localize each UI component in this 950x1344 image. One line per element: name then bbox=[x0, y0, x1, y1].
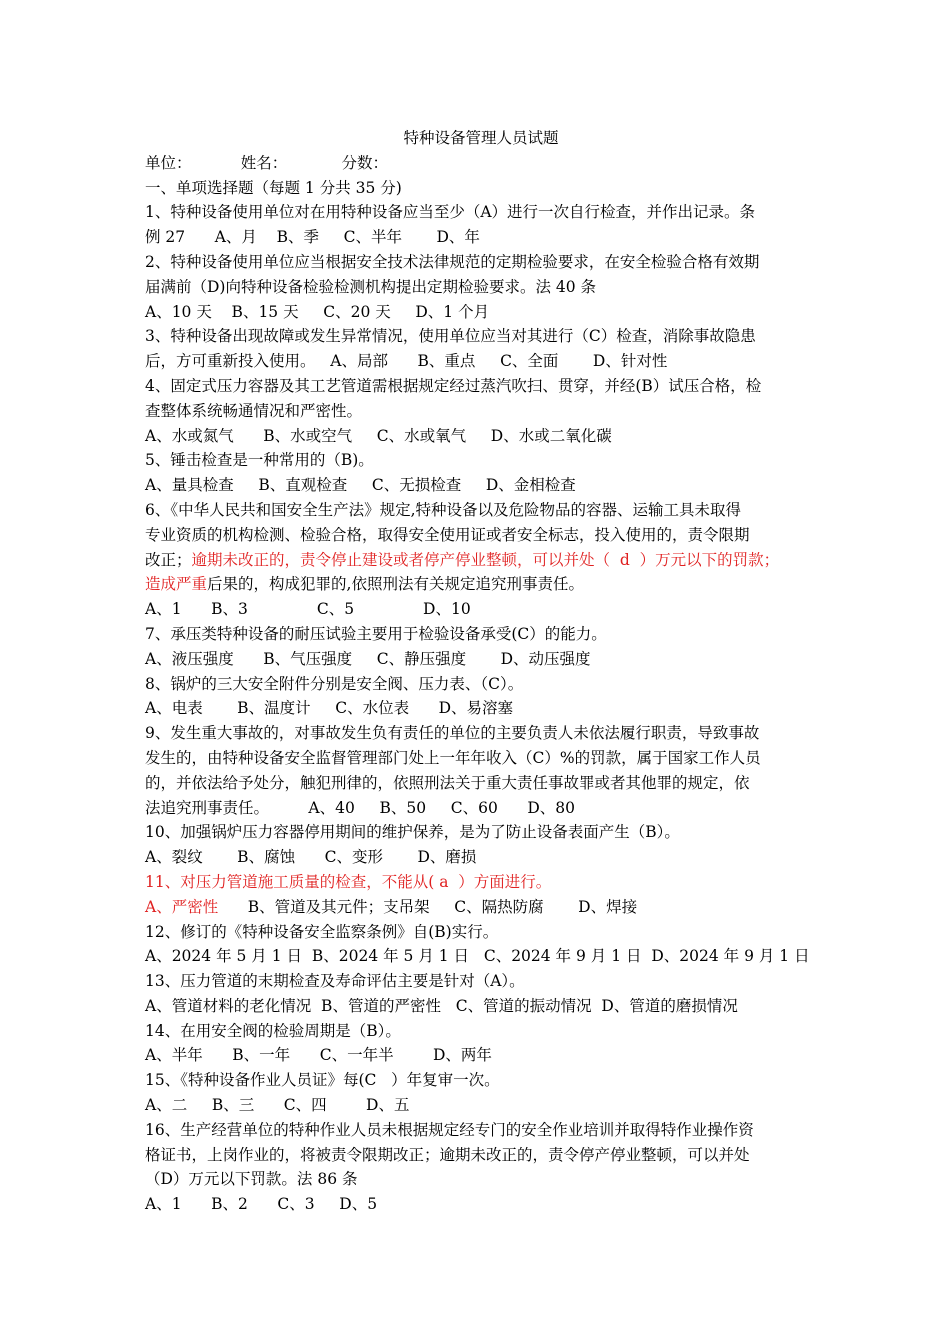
text-line: 7、承压类特种设备的耐压试验主要用于检验设备承受(C）的能力。 bbox=[145, 624, 607, 643]
text-line: 1、特种设备使用单位对在用特种设备应当至少（A）进行一次自行检查，并作出记录。条 bbox=[145, 203, 756, 222]
text-line: 12、修订的《特种设备安全监察条例》自(B)实行。 bbox=[145, 922, 499, 941]
text-line: 16、生产经营单位的特种作业人员未根据规定经专门的安全作业培训并取得特作业操作资 bbox=[145, 1120, 754, 1139]
text-line: A、半年 B、一年 C、一年半 D、两年 bbox=[145, 1046, 492, 1065]
text-line: 专业资质的机构检测、检验合格，取得安全使用证或者安全标志，投入使用的，责令限期 bbox=[145, 525, 750, 544]
text-line: A、电表 B、温度计 C、水位表 D、易溶塞 bbox=[145, 699, 514, 718]
text-line: A、量具检查 B、直观检查 C、无损检查 D、金相检查 bbox=[145, 476, 576, 495]
text-line: 9、发生重大事故的，对事故发生负有责任的单位的主要负责人未依法履行职责，导致事故 bbox=[145, 724, 760, 743]
black-text: B、管道及其元件；支吊架 C、隔热防腐 D、焊接 bbox=[218, 897, 638, 916]
highlighted-text: 逾期未改正的，责令停止建设或者停产停业整顿，可以并处（ d ）万元以下的罚款； bbox=[191, 550, 780, 569]
text-line: A、二 B、三 C、四 D、五 bbox=[145, 1096, 410, 1115]
text-line: A、1 B、2 C、3 D、5 bbox=[145, 1195, 378, 1214]
text-line: 10、加强锅炉压力容器停用期间的维护保养，是为了防止设备表面产生（B）。 bbox=[145, 823, 680, 842]
text-line: 8、锅炉的三大安全附件分别是安全阀、压力表、（C）。 bbox=[145, 674, 524, 693]
text-line: 发生的，由特种设备安全监督管理部门处上一年年收入（C）%的罚款，属于国家工作人员 bbox=[145, 748, 761, 767]
text-line: A、水或氮气 B、水或空气 C、水或氧气 D、水或二氧化碳 bbox=[145, 426, 612, 445]
text-line: 14、在用安全阀的检验周期是（B）。 bbox=[145, 1021, 401, 1040]
highlighted-text: A、严密性 bbox=[145, 897, 219, 916]
text-line: A、1 B、3 C、5 D、10 bbox=[145, 600, 471, 619]
text-line: 4、固定式压力容器及其工艺管道需根据规定经过蒸汽吹扫、贯穿，并经(B）试压合格，检 bbox=[145, 376, 762, 395]
text-line: 13、压力管道的末期检查及寿命评估主要是针对（A）。 bbox=[145, 972, 525, 991]
text-line: （D）万元以下罚款。法 86 条 bbox=[145, 1170, 358, 1189]
text-line: 例 27 A、月 B、季 C、半年 D、年 bbox=[145, 228, 480, 247]
text-line: 格证书，上岗作业的，将被责令限期改正；逾期未改正的，责令停产停业整顿，可以并处 bbox=[145, 1145, 750, 1164]
text-line: 6、《中华人民共和国安全生产法》规定,特种设备以及危险物品的容器、运输工具未取得 bbox=[145, 500, 742, 519]
text-line: 3、特种设备出现故障或发生异常情况，使用单位应当对其进行（C）检查，消除事故隐患 bbox=[145, 327, 756, 346]
highlighted-question: 11、对压力管道施工质量的检查，不能从( a ）方面进行。 bbox=[145, 872, 552, 891]
text-line: A、管道材料的老化情况 B、管道的严密性 C、管道的振动情况 D、管道的磨损情况 bbox=[145, 996, 738, 1015]
text-line-mixed bbox=[145, 572, 817, 597]
text-line: A、2024 年 5 月 1 日 B、2024 年 5 月 1 日 C、2024 年 9 月 1 日 D、2024 年 9 月 1 日 bbox=[145, 947, 810, 966]
text-line-mixed bbox=[145, 548, 817, 573]
header-line: 单位： 姓名： 分数： bbox=[145, 153, 388, 172]
text-line: A、裂纹 B、腐蚀 C、变形 D、磨损 bbox=[145, 848, 477, 867]
text-line: 2、特种设备使用单位应当根据安全技术法律规范的定期检验要求，在安全检验合格有效期 bbox=[145, 252, 760, 271]
highlighted-text: 造成严重 bbox=[145, 575, 208, 594]
text-line: 15、《特种设备作业人员证》每(C ）年复审一次。 bbox=[145, 1071, 500, 1090]
text-line: 法追究刑事责任。 A、40 B、50 C、60 D、80 bbox=[145, 798, 576, 817]
section-heading: 一、单项选择题（每题 1 分共 35 分) bbox=[145, 178, 402, 197]
text-line: 5、锤击检查是一种常用的（B)。 bbox=[145, 451, 374, 470]
text-line: A、10 天 B、15 天 C、20 天 D、1 个月 bbox=[145, 302, 490, 321]
black-text: 后果的，构成犯罪的,依照刑法有关规定追究刑事责任。 bbox=[207, 575, 584, 594]
text-line: 的，并依法给予处分，触犯刑律的，依照刑法关于重大责任事故罪或者其他罪的规定，依 bbox=[145, 773, 750, 792]
document-content bbox=[145, 126, 817, 1217]
text-line: 查整体系统畅通情况和严密性。 bbox=[145, 401, 363, 420]
text-line: 后，方可重新投入使用。 A、局部 B、重点 C、全面 D、针对性 bbox=[145, 352, 668, 371]
text-line-mixed bbox=[145, 895, 817, 920]
document-title: 特种设备管理人员试题 bbox=[403, 129, 559, 147]
black-text: 改正； bbox=[145, 550, 192, 569]
text-line: 届满前（D)向特种设备检验检测机构提出定期检验要求。法 40 条 bbox=[145, 277, 597, 296]
text-line: A、液压强度 B、气压强度 C、静压强度 D、动压强度 bbox=[145, 649, 591, 668]
